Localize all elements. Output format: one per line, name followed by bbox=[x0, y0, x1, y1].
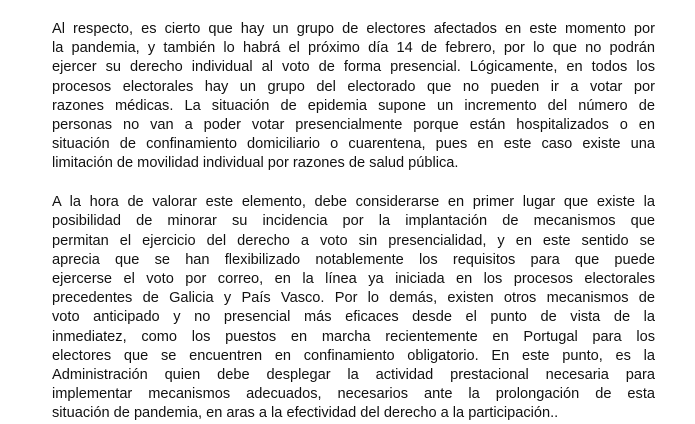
text-line: inmediatez, como los puestos en marcha recientemente en Portugal para los bbox=[52, 328, 655, 345]
text-line: posibilidad de minorar su incidencia por la implantación de mecanismos que bbox=[52, 213, 655, 230]
text-line: situación de confinamiento domiciliario o cuarentena, pues en este caso existe una bbox=[52, 136, 655, 153]
text-line: A la hora de valorar este elemento, debe considerarse en primer lugar que existe la bbox=[52, 194, 655, 211]
text-line: permitan el ejercicio del derecho a voto sin presencialidad, y en este sentido se bbox=[52, 232, 655, 249]
text-line: ejercerse el voto por correo, en la línea ya iniciada en los procesos electorales bbox=[52, 270, 655, 287]
text-line: Al respecto, es cierto que hay un grupo de electores afectados en este momento por bbox=[52, 21, 655, 37]
text-line: personas no van a poder votar presencialmente porque están hospitalizados o en bbox=[52, 117, 655, 134]
text-line: aprecia que se han flexibilizado notablemente los requisitos para que puede bbox=[52, 251, 655, 268]
text-line: limitación de movilidad individual por razones de salud pública. bbox=[52, 155, 459, 172]
text-line: procesos electorales hay un grupo del electorado que no pueden ir a votar por bbox=[52, 78, 655, 95]
paragraph-2 bbox=[52, 193, 655, 423]
text-line: electores que se encuentren en confinamiento obligatorio. En este punto, es la bbox=[52, 347, 655, 364]
text-line: razones médicas. La situación de epidemia supone un incremento del número de bbox=[52, 97, 655, 114]
text-line: situación de pandemia, en aras a la efectividad del derecho a la participación.. bbox=[52, 405, 559, 422]
text-line: implementar mecanismos adecuados, necesarios ante la prolongación de esta bbox=[52, 386, 655, 403]
text-line: ejercer su derecho individual al voto de forma presencial. Lógicamente, en todos los bbox=[52, 59, 655, 76]
document-body bbox=[52, 20, 655, 424]
text-line: voto anticipado y no presencial más eficaces desde el punto de vista de la bbox=[52, 309, 655, 326]
paragraph-1 bbox=[52, 20, 655, 174]
text-line: Administración quien debe desplegar la actividad prestacional necesaria para bbox=[52, 366, 655, 383]
text-line: la pandemia, y también lo habrá el próximo día 14 de febrero, por lo que no podrán bbox=[52, 40, 655, 57]
text-line: precedentes de Galicia y País Vasco. Por lo demás, existen otros mecanismos de bbox=[52, 290, 655, 307]
